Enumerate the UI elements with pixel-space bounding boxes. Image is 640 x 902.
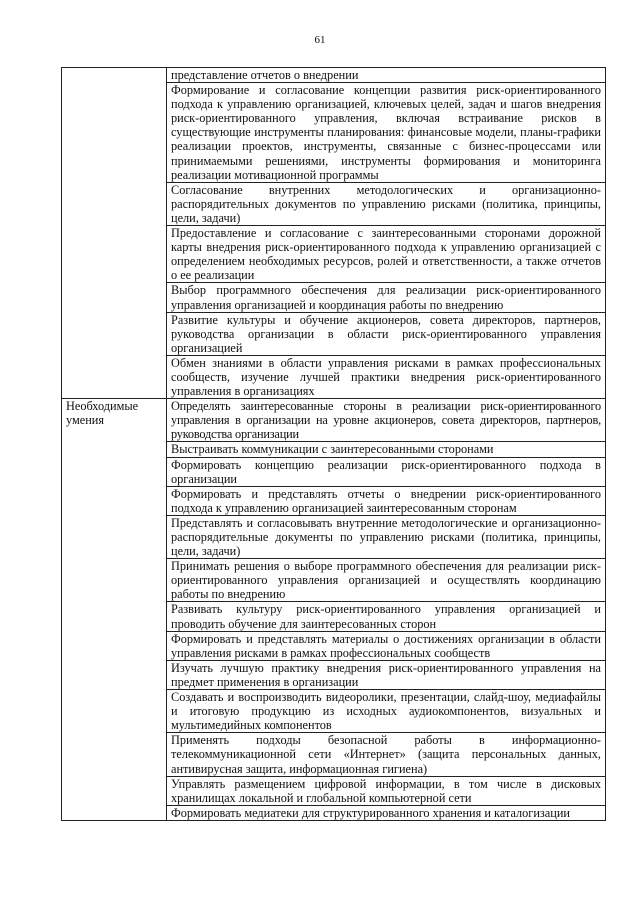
table-cell: Принимать решения о выборе программного обеспечения для реализации риск-ориентированного управления организацией и осуществлять координацию работы по внедрению [167,559,606,602]
requirements-table [61,67,606,821]
table-cell: Представлять и согласовывать внутренние методологические и организационно-распорядительные документы по управлению рисками (политика, принципы, цели, задачи) [167,515,606,558]
table-cell: Выстраивать коммуникации с заинтересованными сторонами [167,442,606,457]
table-cell: Применять подходы безопасной работы в информационно-телекоммуникационной сети «Интернет» (защита персональных данных, антивирусная защита, информационная гигиена) [167,733,606,776]
table-cell: Развивать культуру риск-ориентированного управления организацией и проводить обучение для заинтересованных сторон [167,602,606,631]
row-label-skills: Необходимые умения [62,399,167,821]
table-cell: Управлять размещением цифровой информации, в том числе в дисковых хранилищах локальной и глобальной компьютерной сети [167,776,606,805]
table-cell: Определять заинтересованные стороны в реализации риск-ориентированного управления в организации на уровне акционеров, совета директоров, партнеров, руководства организации [167,399,606,442]
table-cell: представление отчетов о внедрении [167,68,606,83]
table-row [62,68,606,83]
page-number: 61 [314,34,326,46]
table-cell: Формировать медиатеки для структурированного хранения и каталогизации [167,805,606,820]
table-cell: Изучать лучшую практику внедрения риск-ориентированного управления на предмет применения в организации [167,660,606,689]
table-cell: Создавать и воспроизводить видеоролики, презентации, слайд-шоу, медиафайлы и итоговую продукцию из исходных аудиокомпонентов, визуальных и мультимедийных компонентов [167,690,606,733]
row-label-empty [62,68,167,399]
table-cell: Предоставление и согласование с заинтересованными сторонами дорожной карты внедрения риск-ориентированного подхода к управлению организацией с определением необходимых ресурсов, ролей и ответственности, а также отчетов о ее реализации [167,226,606,283]
table-cell: Выбор программного обеспечения для реализации риск-ориентированного управления организацией и координация работы по внедрению [167,283,606,312]
table-cell: Формирование и согласование концепции развития риск-ориентированного подхода к управлению организацией, ключевых целей, задач и шагов внедрения риск-ориентированного управления, включая встраивание рисков в существующие инструменты планирования: финансовые модели, планы-графики реализации проектов, инструменты, связанные с бизнес-процессами или принимаемыми решениями, инструменты формирования и мониторинга реализации мотивационной программы [167,83,606,183]
table-cell: Развитие культуры и обучение акционеров, совета директоров, партнеров, руководства организации в области риск-ориентированного управления организацией [167,312,606,355]
table-row [62,399,606,442]
table-cell: Формировать и представлять материалы о достижениях организации в области управления рисками в рамках профессиональных сообществ [167,631,606,660]
table-cell: Согласование внутренних методологических и организационно-распорядительных документов по управлению рисками (политика, принципы, цели, задачи) [167,182,606,225]
table-cell: Формировать и представлять отчеты о внедрении риск-ориентированного подхода к управлению организацией заинтересованным сторонам [167,486,606,515]
table-cell: Формировать концепцию реализации риск-ориентированного подхода в организации [167,457,606,486]
table-cell: Обмен знаниями в области управления рисками в рамках профессиональных сообществ, изучение лучшей практики внедрения риск-ориентированного управления в организациях [167,355,606,398]
